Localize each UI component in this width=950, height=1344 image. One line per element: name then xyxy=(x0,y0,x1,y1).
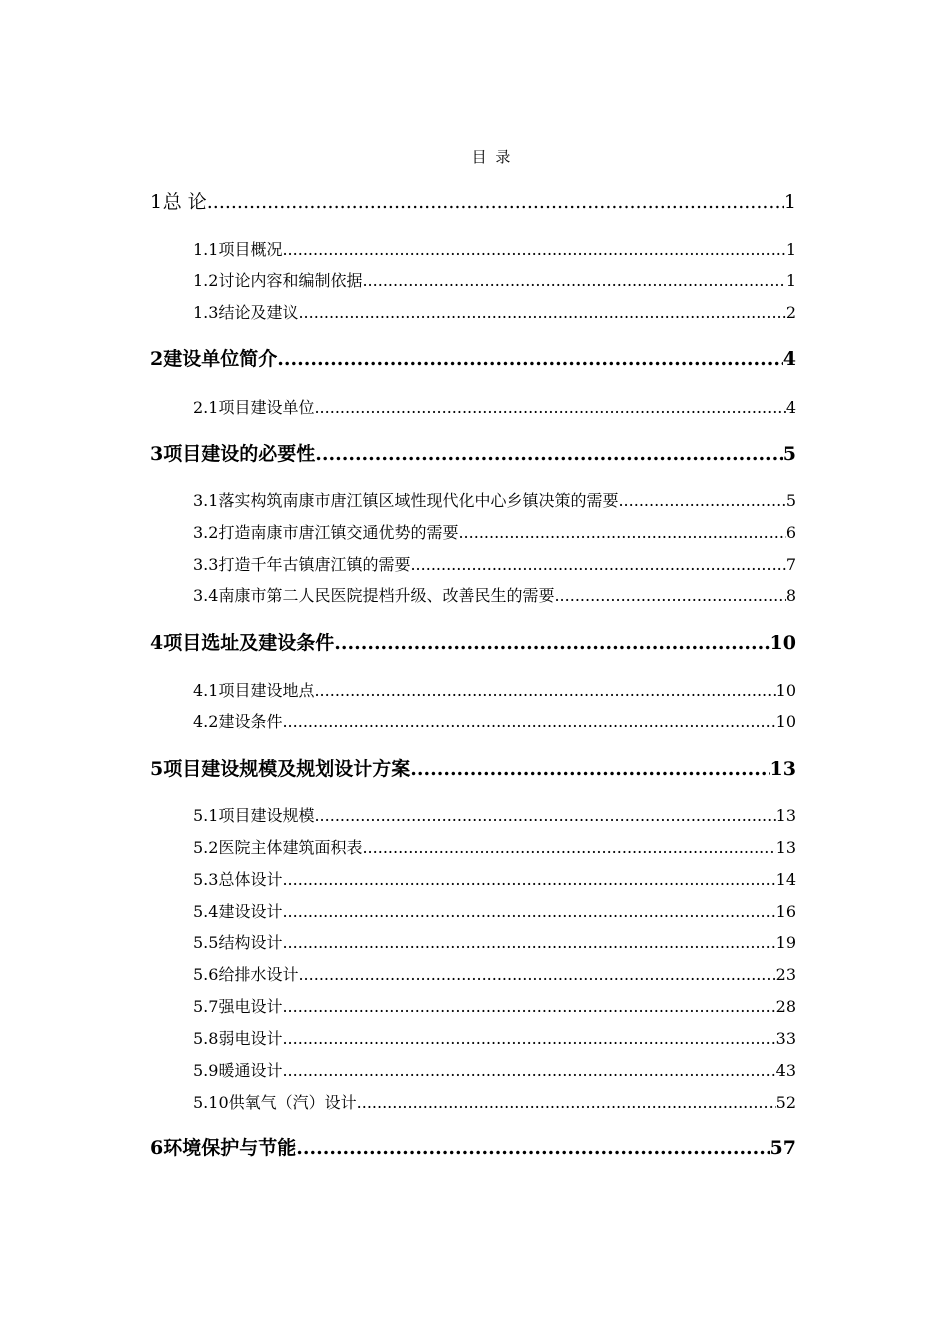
toc-leader-dots xyxy=(410,758,769,780)
toc-entry-number: 5.4 xyxy=(193,902,219,921)
toc-entry-page: 8 xyxy=(785,586,796,605)
toc-leader-dots xyxy=(362,838,775,857)
toc-entry-title: 建设单位简介 xyxy=(163,348,278,370)
toc-entry-number: 1 xyxy=(150,191,163,213)
toc-leader-dots xyxy=(314,806,775,825)
toc-entry-chapter[interactable] xyxy=(150,628,796,655)
toc-entry-number: 5.3 xyxy=(193,870,219,889)
toc-entry-section[interactable] xyxy=(193,268,796,291)
toc-leader-dots xyxy=(298,965,775,984)
toc-entry-number: 3.3 xyxy=(193,555,219,574)
toc-leader-dots xyxy=(296,1137,769,1159)
toc-entry-page: 1 xyxy=(785,271,796,290)
toc-entry-number: 4 xyxy=(150,632,164,654)
toc-entry-number: 4.1 xyxy=(193,681,219,700)
toc-entry-number: 3.4 xyxy=(193,586,219,605)
toc-entry-page: 10 xyxy=(769,632,796,654)
toc-leader-dots xyxy=(314,681,775,700)
toc-entry-section[interactable] xyxy=(193,709,796,732)
toc-entry-title: 讨论内容和编制依据 xyxy=(218,271,363,290)
toc-entry-page: 1 xyxy=(785,240,796,259)
toc-entry-section[interactable] xyxy=(193,678,796,701)
toc-entry-page: 13 xyxy=(775,838,796,857)
toc-leader-dots xyxy=(282,712,775,731)
toc-entry-chapter[interactable] xyxy=(150,754,796,781)
toc-entry-number: 3.1 xyxy=(193,491,219,510)
toc-entry-number: 5.9 xyxy=(193,1061,219,1080)
toc-entry-page: 2 xyxy=(785,303,796,322)
toc-entry-title: 项目选址及建设条件 xyxy=(163,632,335,654)
toc-entry-page: 19 xyxy=(775,933,796,952)
toc-entry-title: 给排水设计 xyxy=(218,965,299,984)
toc-entry-chapter[interactable] xyxy=(150,1133,796,1160)
toc-entry-title: 打造千年古镇唐江镇的需要 xyxy=(218,555,411,574)
toc-entry-number: 5.5 xyxy=(193,933,219,952)
toc-leader-dots xyxy=(315,443,783,465)
toc-leader-dots xyxy=(282,902,775,921)
toc-entry-number: 5.8 xyxy=(193,1029,219,1048)
toc-entry-chapter[interactable] xyxy=(150,187,796,214)
toc-entry-section[interactable] xyxy=(193,1026,796,1049)
toc-entry-number: 5.1 xyxy=(193,806,219,825)
toc-entry-chapter[interactable] xyxy=(150,439,796,466)
toc-entry-title: 项目建设单位 xyxy=(218,398,315,417)
toc-entry-page: 13 xyxy=(775,806,796,825)
toc-entry-number: 3 xyxy=(150,443,164,465)
toc-entry-title: 建设设计 xyxy=(218,902,283,921)
toc-entry-section[interactable] xyxy=(193,552,796,575)
toc-leader-dots xyxy=(334,632,769,654)
toc-entry-page: 57 xyxy=(769,1137,796,1159)
toc-leader-dots xyxy=(314,398,785,417)
toc-entry-number: 1.2 xyxy=(193,271,219,290)
toc-entry-page: 16 xyxy=(775,902,796,921)
toc-entry-page: 4 xyxy=(785,398,796,417)
toc-title: 目 录 xyxy=(471,148,513,166)
toc-leader-dots xyxy=(282,933,775,952)
toc-leader-dots xyxy=(554,586,785,605)
toc-entry-number: 3.2 xyxy=(193,523,219,542)
toc-entry-section[interactable] xyxy=(193,899,796,922)
toc-entry-page: 33 xyxy=(775,1029,796,1048)
toc-entry-page: 13 xyxy=(769,758,796,780)
toc-entry-page: 28 xyxy=(775,997,796,1016)
toc-entry-number: 5 xyxy=(150,758,164,780)
toc-entry-number: 2.1 xyxy=(193,398,219,417)
toc-entry-title: 医院主体建筑面积表 xyxy=(218,838,363,857)
toc-leader-dots xyxy=(458,523,785,542)
toc-entry-title: 打造南康市唐江镇交通优势的需要 xyxy=(218,523,459,542)
toc-entry-number: 5.7 xyxy=(193,997,219,1016)
toc-entry-title: 环境保护与节能 xyxy=(163,1137,297,1159)
toc-entry-section[interactable] xyxy=(193,835,796,858)
toc-entry-number: 5.2 xyxy=(193,838,219,857)
toc-entry-page: 5 xyxy=(785,491,796,510)
toc-entry-title: 暖通设计 xyxy=(218,1061,283,1080)
toc-entry-title: 结论及建议 xyxy=(218,303,299,322)
toc-leader-dots xyxy=(618,491,785,510)
toc-entry-page: 7 xyxy=(785,555,796,574)
toc-entry-number: 5.6 xyxy=(193,965,219,984)
toc-entry-title: 弱电设计 xyxy=(218,1029,283,1048)
toc-entry-page: 10 xyxy=(775,712,796,731)
toc-entry-section[interactable] xyxy=(193,962,796,985)
toc-entry-number: 6 xyxy=(150,1137,164,1159)
toc-entry-section[interactable] xyxy=(193,867,796,890)
toc-leader-dots xyxy=(357,1093,776,1112)
toc-entry-page: 43 xyxy=(775,1061,796,1080)
toc-entry-title: 项目概况 xyxy=(218,240,283,259)
toc-entry-title: 项目建设规模及规划设计方案 xyxy=(163,758,411,780)
toc-entry-title: 项目建设的必要性 xyxy=(163,443,316,465)
toc-entry-title: 供氧气（汽）设计 xyxy=(228,1093,357,1112)
toc-entry-number: 1.3 xyxy=(193,303,219,322)
toc-entry-title: 总 论 xyxy=(162,191,207,213)
toc-entry-section[interactable] xyxy=(193,583,796,606)
toc-entry-title: 建设条件 xyxy=(218,712,283,731)
toc-entry-title: 落实构筑南康市唐江镇区域性现代化中心乡镇决策的需要 xyxy=(218,491,619,510)
toc-leader-dots xyxy=(282,997,775,1016)
toc-entry-title: 强电设计 xyxy=(218,997,283,1016)
toc-entry-page: 1 xyxy=(783,191,796,213)
toc-leader-dots xyxy=(207,191,784,213)
toc-entry-title: 项目建设规模 xyxy=(218,806,315,825)
toc-entry-section[interactable] xyxy=(193,395,796,418)
toc-entry-page: 6 xyxy=(785,523,796,542)
toc-entry-section[interactable] xyxy=(193,803,796,826)
toc-entry-page: 5 xyxy=(782,443,796,465)
toc-entry-section[interactable] xyxy=(193,930,796,953)
toc-entry-number: 1.1 xyxy=(193,240,219,259)
toc-leader-dots xyxy=(282,1029,775,1048)
toc-entry-section[interactable] xyxy=(193,994,796,1017)
toc-entry-chapter[interactable] xyxy=(150,344,796,371)
toc-entry-section[interactable] xyxy=(193,237,796,260)
toc-entry-page: 52 xyxy=(775,1093,796,1112)
toc-entry-number: 2 xyxy=(150,348,164,370)
toc-leader-dots xyxy=(282,1061,775,1080)
toc-entry-page: 23 xyxy=(775,965,796,984)
toc-entry-page: 10 xyxy=(775,681,796,700)
toc-entry-page: 4 xyxy=(782,348,796,370)
toc-leader-dots xyxy=(282,240,785,259)
toc-entry-title: 项目建设地点 xyxy=(218,681,315,700)
toc-leader-dots xyxy=(362,271,785,290)
toc-leader-dots xyxy=(282,870,775,889)
toc-entry-number: 4.2 xyxy=(193,712,219,731)
toc-entry-section[interactable] xyxy=(193,300,796,323)
toc-entry-section[interactable] xyxy=(193,1058,796,1081)
toc-entry-title: 总体设计 xyxy=(218,870,283,889)
toc-entry-page: 14 xyxy=(775,870,796,889)
toc-leader-dots xyxy=(277,348,783,370)
toc-entry-section[interactable] xyxy=(193,520,796,543)
toc-entry-title: 南康市第二人民医院提档升级、改善民生的需要 xyxy=(218,586,555,605)
toc-entry-section[interactable] xyxy=(193,488,796,511)
toc-leader-dots xyxy=(410,555,785,574)
toc-entry-title: 结构设计 xyxy=(218,933,283,952)
toc-entry-section[interactable] xyxy=(193,1090,796,1113)
toc-leader-dots xyxy=(298,303,785,322)
toc-entry-number: 5.10 xyxy=(193,1093,229,1112)
